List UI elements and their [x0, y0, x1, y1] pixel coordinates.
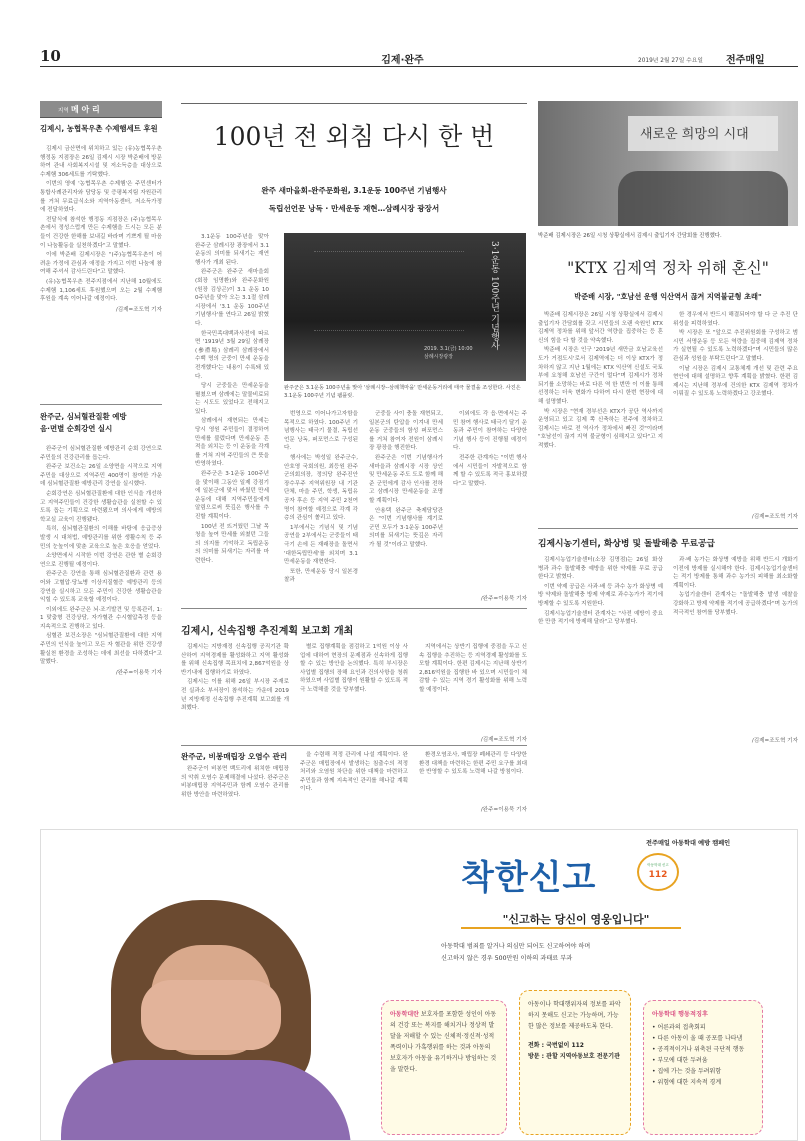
paragraph: 군중들 사이 충돌 재현되고, 일본군의 탄압을 이겨내 만세운동 군중들의 함성 퍼포먼스를 거쳐 참여자 전원이 삼례시장 광장을 행진한다. [369, 411, 443, 452]
paragraph: 과·배 농가는 화상병 예방을 위해 반드시 개화기 이전에 방제를 실시해야 한다. 김제시농업기술센터는 적기 방제를 통해 과수 농가의 피해를 최소화할 계획이다. [673, 557, 798, 589]
paragraph: 박 시장은 또 "앞으로 추진위원회를 구성하고 범시민 서명운동 등 모든 역량을 집중해 김제역 정차가 실현될 수 있도록 노력하겠다"며 시민들의 많은 관심과 성원을 부탁드린다"고 말했다. [673, 330, 798, 362]
center-col-2 [300, 643, 408, 743]
ktx-caption: 박준배 김제시장은 26일 시청 상황실에서 김제시 출입기자 간담회를 진행했다. [538, 233, 722, 239]
ad-badge-number: 112 [648, 870, 668, 880]
ad-desc-2: 신고하지 않은 경우 500만원 이하의 과태료 부과 [441, 955, 573, 962]
ktx-headline: "KTX 김제역 정차 위해 혼신" [567, 259, 769, 277]
ad-box-body: 보호자를 포함한 성인이 아동의 건강 또는 복지를 해치거나 정상적 발달을 저해할 수 있는 신체적·정신적·성적 폭력이나 가혹행위를 하는 것과 아동의 보호자가 아동을 유기하거나 방임하는 것을 말한다. [390, 1011, 497, 1073]
paragraph: 전주한 관계자는 "이번 행사에서 시민들이 자발적으로 함께 할 수 있도록 적극 홍보하겠다"고 말했다. [453, 454, 527, 487]
ad-slogan-underline [461, 927, 681, 929]
poster-date: 2019. 3.1(금) 10:00 [424, 346, 473, 352]
list-item: • 부모에 대한 두려움 [652, 1057, 708, 1064]
ad-slogan: "신고하는 당신이 영웅입니다" [502, 913, 650, 926]
column-tag-prefix: 지역 [58, 108, 69, 114]
paragraph: 이번의 영예 '농협목우촌 수제햄'은 주민센터가 통합사례관리자와 담당동 및 증평복지팀 자원관리를 거쳐 무료급식소와 지역아동센터, 저소득가정에 전달하였다. [40, 181, 162, 214]
lower-col-3 [419, 751, 527, 803]
right3-col-2 [673, 556, 798, 736]
main-col-4 [453, 410, 527, 594]
column-tag [40, 101, 162, 117]
poster-lines [314, 251, 464, 331]
article-body [40, 445, 162, 667]
byline: /김제=조도혁 기자 [480, 737, 527, 743]
center-title: 김제시, 신속집행 추진계획 보고회 개최 [181, 626, 354, 637]
ad-box-text [390, 1009, 498, 1075]
paragraph: 행사에는 박성일 완주군수, 안호영 국회의원, 최등원 완주군의회의장, 정의당 완주진안장수무주 지역위원장 내 기관 단체, 마을 주민, 학생, 독립유공자 후손 등 지역 주민 2천여 명이 참여할 예정으로 각계 각층의 관심이 쏠리고 있다. [284, 454, 358, 522]
paragraph: 100년 전 뜨거웠던 그날 목청을 높여 만세를 외쳤던 그들의 의지를 기억하고 독립운동의 의미를 되새기는 자리를 마련한다. [195, 523, 269, 564]
paragraph: 한국민족대백과사전에 따르면 '1919년 3월 29일 삼례장(參禮場) 삼례리 삼례장에서 수백 명의 군중이 만세 운동을 전개했다'는 내용이 수록돼 있다. [195, 330, 269, 380]
byline: /김제=조도혁 기자 [751, 514, 798, 520]
byline: /김제=조도혁 기자 [751, 738, 798, 744]
ad-girl-illustration [41, 890, 351, 1141]
list-item: • 위험에 대한 지속적 경계 [652, 1079, 722, 1086]
paragraph: 완주군이 비봉면 백도리에 위치한 매립장의 악취 오염수 문제해결에 나섰다. 완주군은 비봉매립장 지역주민과 함께 오염수 관리를 위한 방안을 마련하였다. [181, 766, 289, 798]
paragraph: 이외에도 각 읍·면에서는 주민 참여 행사로 태극기 달기 운동과 주민이 참여하는 다양한 기념 행사 등이 진행될 예정이다. [453, 411, 527, 452]
ad-box-title: 아동학대 행동적징후 [652, 1011, 708, 1018]
paragraph: 김제시농업기술센터 관계자는 "사전 예방이 중요한 만큼 적기에 방제해 달라"고 당부했다. [538, 610, 663, 626]
main-subhead-1: 완주 새마을회-완주문화원, 3.1운동 100주년 기념행사 [261, 186, 447, 195]
lower-title: 완주군, 비봉매립장 오염수 관리 [181, 752, 288, 761]
poster-photo [284, 233, 526, 381]
ktx-photo-text: 새로운 희망의 시대 [640, 127, 749, 142]
ktx-photo [538, 101, 798, 226]
list-item-text: 공격적이거나 위축된 극단적 행동 [657, 1046, 745, 1053]
poster-place: 삼례시장광장 [424, 354, 453, 360]
ad-box-signs [643, 1000, 763, 1135]
issue-date: 2019년 2월 27일 수요일 [638, 58, 703, 64]
ad-box-title: 아동학대란 [390, 1011, 419, 1018]
ad-box-visit: 방문 : 관할 지역아동보호 전문기관 [528, 1053, 620, 1060]
paragraph: 완주군은 3·1운동 100주년을 맞이해 그동안 일제 강점기에 일본군에 맞서 싸웠던 만세운동에 대해 지역주민들에게 알림으로써 뜻깊은 행사를 추진할 계획이다. [195, 471, 269, 520]
paragraph: 이외에도 완주군은 뇌·조기발견 및 등록관리, 1:1 맞춤형 건강상담, 자가혈관 수시혈압측정 등을 지속적으로 진행하고 있다. [40, 606, 162, 630]
paragraph: 농업기술센터 관계자는 "돌발해충 발생 예찰을 강화하고 방제 약제를 적기에 공급하겠다"며 농가의 적극적인 참여를 당부했다. [673, 592, 798, 616]
main-col-2 [284, 410, 358, 604]
paragraph: 박 시장은 "현재 경부선은 KTX가 공단 역사까지 운영되고 있고 김제 쪽 신축하는 전주에 정차하고 김제시는 바로 전 역사가 정차에서 빠진 것"이라며 "호남선이 끊겨 지역 불균형이 심해지고 있다"고 지적했다. [538, 408, 663, 449]
paragraph: 이번 약제 공급은 사과·배 등 과수 농가 화상병 예방 약제와 돌발해충 방제 약제로 과수농가가 적기에 방제할 수 있도록 지원한다. [538, 583, 663, 607]
divider [181, 745, 527, 746]
section-title: 김제·완주 [381, 55, 424, 66]
paragraph: 박준배 시장은 인구 '2019년 새만금 호남교육선도가 거점도시'로서 김제역에는 더 이상 KTX가 정차하지 않고 지난 1월에는 KTX 익산역 신설도 국토부에 요청해 호남선 구간이 멀다"며 김제시가 정차되기를 소망하는 바로 다른 역 한 번만 이 이를 통해 선정하는 더욱 변화가 다하여 다시 한번 현장에 대해 설명했다. [538, 347, 663, 405]
paragraph: 완주군은 완주군 새마을회(회장 임명환)와 완주문화원(원장 김상곤)이 3.1 운동 100주년을 맞아 오는 3.1절 삼례시장에서 '3.1 운동 100주년 기념행사'를 연다고 26일 밝혔다. [195, 269, 269, 327]
paragraph: 완주군이 심뇌혈관질환 예방관리 순회 강연으로 주민들의 건강관리를 돕는다. [40, 446, 162, 461]
paragraph: 안용택 완주군 축제담당관은 "이번 기념행사를 계기로 군민 모두가 3·1운동 100주년 의미를 되새기는 뜻깊은 자리가 될 것"이라고 말했다. [369, 507, 443, 548]
left-top-rule [40, 117, 162, 118]
article-body [40, 145, 162, 304]
list-item: • 공격적이거나 위축된 극단적 행동 [652, 1046, 745, 1053]
ad-logo-text: 착한신고 [461, 858, 597, 898]
paper-name: 전주매일 [726, 55, 765, 66]
list-item: • 다른 아동이 울 때 공포를 나타냄 [652, 1035, 743, 1042]
paragraph: 김제시는 이를 위해 26일 부시장 주재로 전 실과소 부서장이 참석하는 가운데 2019년 지방재정 신속집행 추진계획 보고회를 개최했다. [181, 679, 289, 712]
list-item-text: 어른과의 접촉회피 [657, 1024, 706, 1031]
poster-text: 3·1운동 100주년 기념행사 [489, 241, 499, 351]
article-title: 김제시, 농협목우촌 수제햄세트 후원 [40, 124, 158, 133]
ad-box-definition [381, 1000, 507, 1135]
main-col-3 [369, 410, 443, 604]
list-item: • 어른과의 접촉회피 [652, 1024, 706, 1031]
paragraph: 완주군 보건소는 26일 소양면을 시작으로 지역주민을 대상으로 지역주민 400명이 참여한 가운데 심뇌혈관질환 예방관리 강연을 실시했다. [40, 464, 162, 488]
byline: /완주=이용묵 기자 [480, 807, 527, 813]
main-headline: 100년 전 외침 다시 한 번 [213, 122, 495, 151]
paragraph: 전달식에 참석한 행정동 지점장은 (주)농협목우촌에서 정성스럽게 만든 수제햄을 드시는 모든 분들이 건강한 한해를 보내길 바라며 기쁘게 될 마음이 나눔활동을 실천하겠다"고 말했다. [40, 216, 162, 249]
list-item-text: 집에 가는 것을 두려워함 [657, 1068, 722, 1075]
paragraph: 순회강연은 심뇌혈관질환에 대한 인식을 개선하고 지역주민들이 건강한 생활습관을 실천할 수 있도록 돕는 기획으로 마련됐으며 의사에게 예방의학교실 교육이 진행됐다. [40, 490, 162, 523]
paragraph: 1부에서는 기념식 및 기념공연을 2부에서는 군중들이 태극기 손에 든 재래장을 돌면서 '대한독립만세'를 외치며 3.1만세운동을 재현한다. [284, 524, 358, 566]
ad-box-report [519, 990, 631, 1135]
paragraph: 김제시농업기술센터(소장 김명점)는 26일 화상병과 과수 돌발해충 예방을 위한 약제를 무료 공급한다고 밝혔다. [538, 557, 663, 581]
ad-top-label: 전주매일 아동학대 예방 캠페인 [646, 840, 731, 847]
paragraph: 김제시는 지방재정 신속집행 공직기관 확산하여 지역경제를 활성화하고 지역 활성화를 위해 신속집행 목표치에 2,867억원을 상반기내에 집행하기로 하였다. [181, 644, 289, 676]
poster-caption: 완주군은 3.1운동 100주년을 맞아 '삼례시장--삼례책마을' 만세운동거리에 태극 물결을 조성한다. 사진은 3.1운동 100주년 기념 팸플릿. [284, 385, 521, 399]
main-top-rule [181, 103, 527, 104]
paragraph: 당시 군중들은 만세운동을 펼쳤으며 삼례에는 말물비료되는 시도도 있었다고 전해지고 있다. [195, 383, 269, 415]
ad-112-badge [637, 853, 679, 891]
byline: /김제=조도혁 기자 [115, 306, 162, 313]
paragraph: 환경오염조사, 매립장 폐쇄관리 등 다양한 환경 대책을 마련하는 한편 주민 요구를 최대한 반영할 수 있도록 노력해 나갈 방침이다. [419, 752, 527, 776]
ktx-col-2 [673, 311, 798, 511]
right3-title: 김제시농기센터, 화상병 및 돌발해충 무료공급 [538, 539, 716, 549]
paragraph: (유)농협목우촌 전주지점에서 지난해 10월에도 수제햄 1,106세트 후원했으며 오는 2월 수제햄 후원을 계속 이어나갈 예정이다. [40, 278, 162, 303]
shirt [61, 1060, 351, 1141]
paragraph: 이에 박준배 김제시장은 "(주)농협목우촌이 어려운 가정에 관심과 애정을 가지고 이번 나눔에 참여해 주셔서 감사드린다"고 말했다. [40, 252, 162, 276]
center-col-1 [181, 643, 289, 743]
paragraph: 소양면에서 시작한 이번 강연은 관한 별 순회강연으로 진행될 예정이다. [40, 553, 162, 568]
ad-box-tel: 전화 : 국번없이 112 [528, 1042, 584, 1049]
paragraph: 특히, 심뇌혈관질환의 이해를 바탕에 응급증상 발생 시 대처법, 예방관리를 위한 생활수칙 등 주민의 눈높이에 맞춘 교육으로 높은 호응을 얻었다. [40, 526, 162, 550]
ad-box-body: 아동이나 학대행위자의 정보를 파악하지 못해도 신고는 가능하며, 가능한 많은 정보를 제공하도록 한다. [528, 1001, 621, 1030]
paragraph: 별로 집행계획을 점검하고 1억원 이상 사업에 대하여 현장의 문제점과 신속하게 집행할 수 있는 방안을 논의했다. 특히 부시장은 사업별 집행의 장해 요인과 건의사항을 청취하였으며 사업별 집행이 원활할 수 있도록 적극 노력해줄 것을 당부했다. [300, 644, 408, 693]
article-left2 [40, 411, 162, 676]
list-item-text: 다른 아동이 울 때 공포를 나타냄 [657, 1035, 743, 1042]
lower-col-2 [300, 751, 408, 815]
ktx-photo-people [618, 171, 788, 226]
byline: /완주=이용묵 기자 [115, 669, 162, 676]
paragraph: 김제시 금산면에 위치하고 있는 (유)농협목우촌 행정동 지점장은 26일 김제시 시장 박준배에 방문하여 관내 사회복지시설 및 저소득층을 대상으로 수제햄 306세트를 기탁했다. [40, 146, 162, 178]
article-left1 [40, 123, 162, 313]
page-number: 10 [40, 47, 61, 65]
paragraph: 이날 시장은 김제시 교통체계 개선 및 관련 주요현안에 대해 설명하고 향후 계획을 밝혔다. 한편 김제시는 지난해 정부에 건의한 KTX 김제역 정차가 이뤄질 수 있도록 노력하겠다고 강조했다. [673, 365, 798, 398]
paragraph: 지역에서는 상반기 집행에 중점을 두고 신속 집행을 추진하는 등 지역경제 활성화를 도모할 계획이다. 한편 김제시는 지난해 상반기 2,816억원을 집행한 바 있으며 시민들이 체감할 수 있는 지역 경기 활성화를 위해 노력할 예정이다. [419, 644, 527, 693]
paragraph: 또한, 만세운동 당시 일본경찰과 [284, 568, 358, 584]
divider [538, 528, 798, 529]
ad-badge-small: 아동학대 신고 [647, 863, 669, 867]
paragraph: 삼례에서 재현되는 만세는 당시 영원 주민들이 결정하여 만세를 불렀다며 만세운동 흔적을 외치는 등 이 운동을 각계를 거쳐 지역 주민들의 큰 뜻을 반영하였다. [195, 418, 269, 468]
ad-desc-1: 아동학대 범죄를 알거나 의심만 되어도 신고하여야 하며 [441, 943, 591, 950]
right3-col-1 [538, 556, 663, 756]
paragraph: 번영으로 이어나가고자함을 목적으로 하였다. 100주년 기념행사는 태극기 물결, 독립선언문 낭독, 퍼포먼스로 구성된다. [284, 411, 358, 452]
divider [40, 404, 162, 405]
paragraph: 완주군은 강연을 통해 심뇌혈관질환과 관련 용어와 고혈압·당뇨병 이상지질혈증 예방관리 등의 강연을 실시하고 모든 주민이 건강한 생활습관을 익힐 수 있도록 교육할 예정이다. [40, 571, 162, 604]
divider [181, 608, 527, 609]
hands [141, 980, 281, 1050]
paragraph: 완주군은 이번 기념행사가 새마을과 삼례시장 시장 상인 및 만세운동 주도 도로 함께 해준 군민에게 감사 인사를 전하고 삼례시장 만세운동을 조명할 계획이다. [369, 454, 443, 504]
paragraph: 을 수렴해 적정 관리에 나설 계획이다. 완주군은 매립장에서 발생하는 침출수의 적정처리와 오염원 차단을 위한 대책을 마련하고 주민들과 함께 지속적인 관리를 해나갈 계획이다. [300, 752, 408, 793]
byline: /완주=이용묵 기자 [480, 596, 527, 602]
page-header [0, 0, 805, 70]
ktx-subtitle: 박준배 시장, "호남선 운행 익산역서 끊겨 지역불균형 초래" [574, 292, 762, 301]
header-rule [40, 66, 798, 67]
ad-campaign [40, 829, 798, 1141]
ktx-col-1 [538, 311, 663, 521]
paragraph: 3.1운동 100주년을 맞아 완주군 삼례시장 광장에서 3.1 운동의 의미를 되새기는 재연행사가 개최 된다. [195, 234, 269, 266]
paragraph: 심혈관 보건소장은 "심뇌혈관질환에 대한 지역주민의 인식을 높이고 모든 자 혈관을 위한 건강생활실천 환경을 조성하는 데에 최선을 다하겠다"고 말했다. [40, 633, 162, 666]
main-subhead-2: 독립선언문 낭독 · 만세운동 재현…삼례시장 광장서 [268, 204, 440, 213]
paragraph: 박준배 김제시장은 26일 시청 상황실에서 김제시 출입기자 간담회를 갖고 시민들의 오랜 숙원인 KTX 김제역 정차를 위해 앞서간 역량을 집중하는 등 혼신의 힘을 다 할 것을 약속했다. [538, 312, 663, 344]
lower-col-1 [181, 765, 289, 815]
list-item-text: 부모에 대한 두려움 [657, 1057, 708, 1064]
ad-logo [461, 850, 691, 900]
column-tag-title: 메 아 리 [71, 105, 100, 114]
center-col-3 [419, 643, 527, 733]
main-col-1 [195, 233, 269, 603]
paragraph: 한 경우에서 반드시 해결되어야 할 다 군 추진 단위성을 피력하였다. [673, 312, 798, 327]
list-item-text: 위험에 대한 지속적 경계 [657, 1079, 722, 1086]
list-item: • 집에 가는 것을 두려워함 [652, 1068, 722, 1075]
article-title: 완주군, 심뇌혈관질환 예방 [40, 412, 127, 421]
article-subtitle: 음·면별 순회강연 실시 [40, 424, 113, 433]
